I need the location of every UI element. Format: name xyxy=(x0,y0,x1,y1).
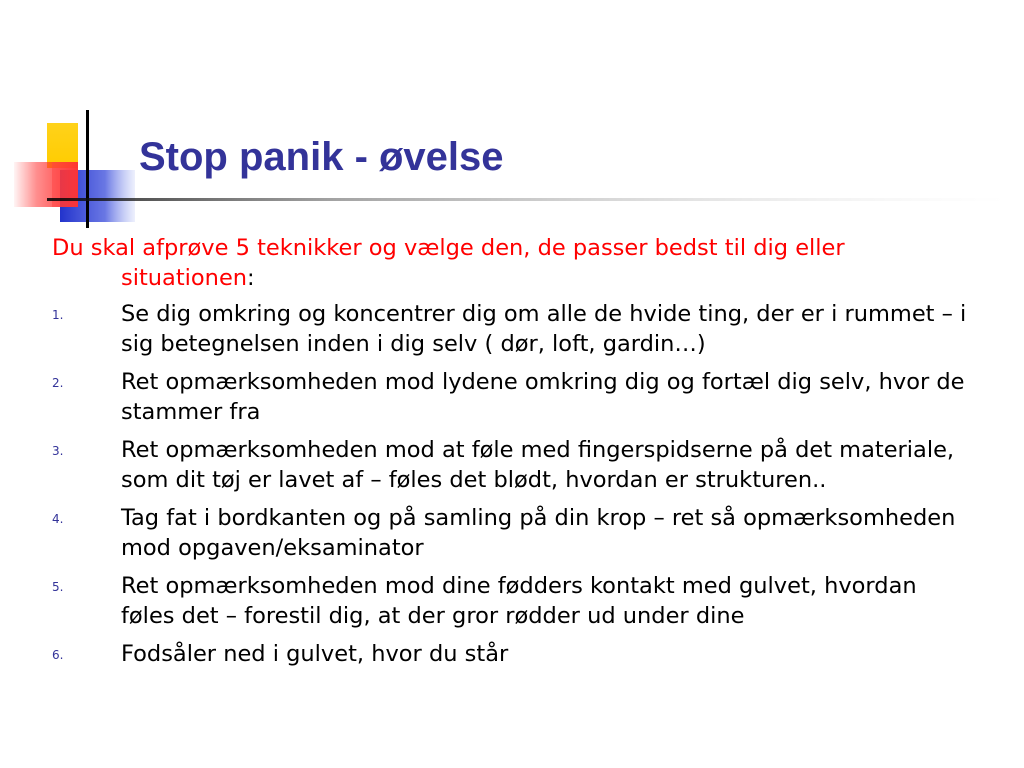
list-item-number: 3. xyxy=(52,444,64,458)
list-item-text: Fodsåler ned i gulvet, hvor du står xyxy=(121,641,509,667)
list-item-text: Tag fat i bordkanten og på samling på din krop – ret så opmærksomheden mod opgaven/eksaminator xyxy=(121,505,956,561)
list-item-text: Ret opmærksomheden mod lydene omkring dig og fortæl dig selv, hvor de stammer fra xyxy=(121,369,965,425)
horizontal-rule xyxy=(47,198,1007,201)
intro-colon: : xyxy=(247,265,255,291)
vertical-rule xyxy=(86,110,89,228)
list-item xyxy=(52,367,967,427)
intro-text-body: Du skal afprøve 5 teknikker og vælge den, de passer bedst til dig eller situationen xyxy=(52,235,845,291)
list-item-text: Ret opmærksomheden mod dine fødders kontakt med gulvet, hvordan føles det – forestil dig, at der gror rødder ud under dine xyxy=(121,573,917,629)
title-decoration xyxy=(0,0,1024,240)
list-item-number: 6. xyxy=(52,648,64,662)
list-item xyxy=(52,639,967,669)
list-item xyxy=(52,435,967,495)
yellow-square xyxy=(47,123,78,168)
list-item-number: 1. xyxy=(52,308,64,322)
list-item xyxy=(52,503,967,563)
list-item-text: Ret opmærksomheden mod at føle med fingerspidserne på det materiale, som dit tøj er lavet af – føles det blødt, hvordan er strukturen.. xyxy=(121,437,955,493)
steps-list xyxy=(52,299,967,669)
intro-text xyxy=(52,233,967,293)
slide-title: Stop panik - øvelse xyxy=(139,135,504,179)
list-item-number: 5. xyxy=(52,580,64,594)
list-item-text: Se dig omkring og koncentrer dig om alle de hvide ting, der er i rummet – i sig betegnelsen inden i dig selv ( dør, loft, gardin…) xyxy=(121,301,967,357)
list-item-number: 2. xyxy=(52,376,64,390)
list-item-number: 4. xyxy=(52,512,64,526)
list-item xyxy=(52,571,967,631)
slide-content xyxy=(52,233,967,677)
list-item xyxy=(52,299,967,359)
